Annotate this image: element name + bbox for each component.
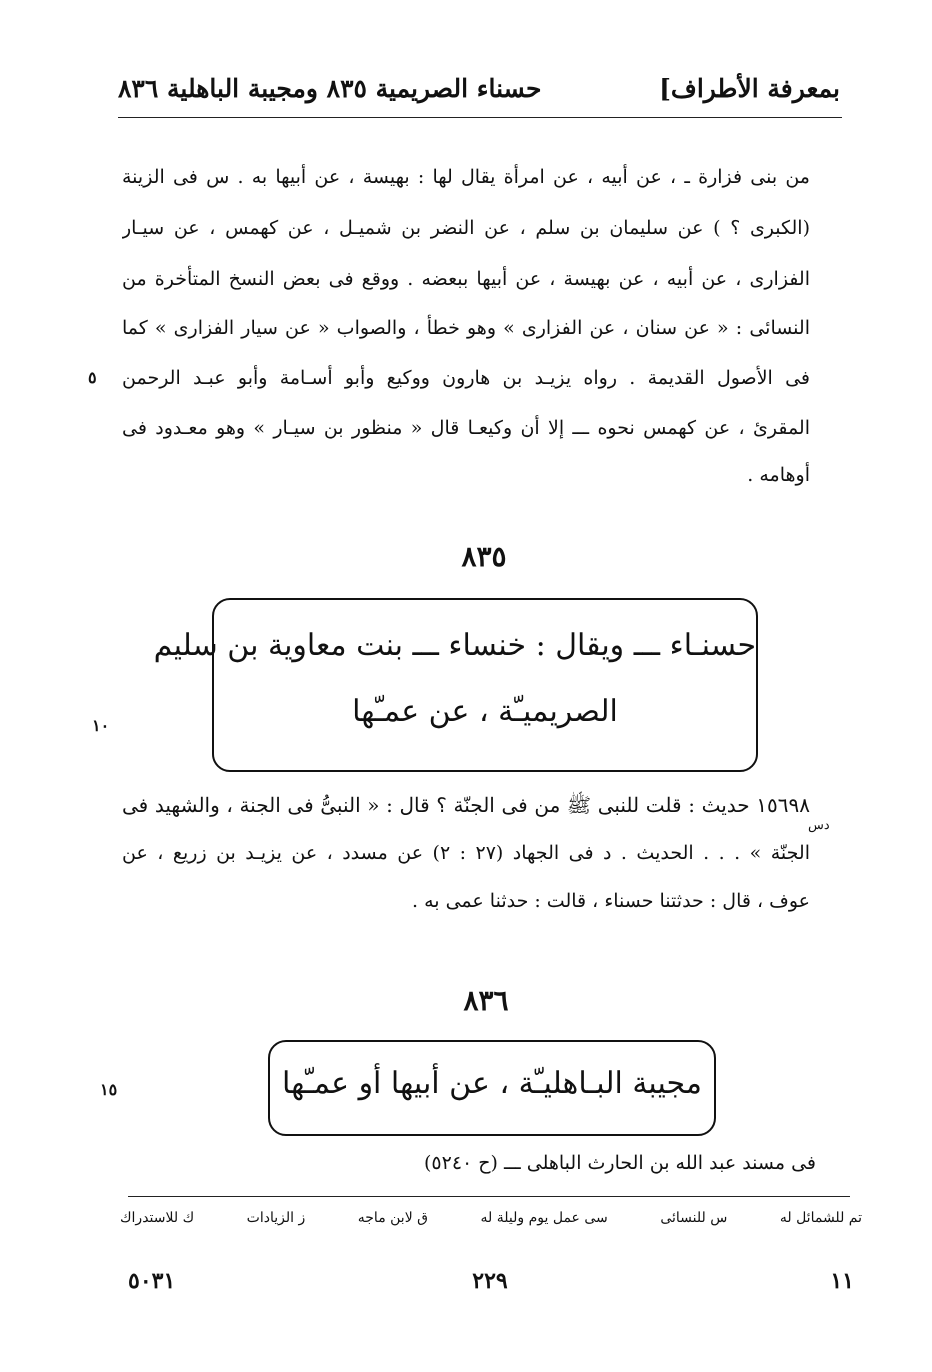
- footer-left-number: ٥٠٣١: [128, 1268, 176, 1294]
- text-line: أوهامه .: [747, 464, 810, 486]
- section-835-title-box: [153, 598, 758, 772]
- text-line: المقرئ ، عن كهمس نحوه ـــ إلا أن وكيعـا قال « منظور بن سيـار » وهو معـدود فى: [122, 417, 810, 439]
- text-line: النسائى : « عن سنان ، عن الفزارى » وهو خطأ ، والصواب « عن سيار الفزارى » كما: [122, 317, 810, 339]
- section-835-title-line1: حسنـاء ـــ ويقال : خنساء ـــ بنت معاوية بن سليم: [153, 628, 756, 663]
- header-rule: [118, 117, 842, 118]
- abbreviations-row: [120, 1210, 862, 1226]
- footer-right-number: ١١: [830, 1268, 854, 1294]
- section-836-margin-number: ١٥: [100, 1080, 118, 1099]
- abbreviation-item: ق لابن ماجه: [357, 1210, 428, 1226]
- line-marker-5: ٥: [88, 368, 97, 387]
- abbreviation-item: تم للشمائل له: [779, 1210, 862, 1226]
- section-836-number: ٨٣٦: [463, 984, 509, 1017]
- section-835-siglum: دس: [808, 818, 830, 833]
- abbreviation-item: ز الزيادات: [246, 1210, 306, 1226]
- section-836-title: مجيبة البـاهليـّة ، عن أبيها أو عمـّها: [282, 1066, 702, 1101]
- text-line: (الكبرى ؟ ) عن سليمان بن سلم ، عن النضر بن شميـل ، عن كهمس ، عن سيـار: [122, 217, 810, 239]
- hadith-line: عوف ، قال : حدثتنا حسناء ، قالت : حدثنا عمى به .: [412, 890, 810, 912]
- section-835-number: ٨٣٥: [461, 540, 507, 573]
- text-line: فى الأصول القديمة . رواه يزيـد بن هارون ووكيع وأبو أسـامة وأبو عبـد الرحمن: [122, 367, 810, 389]
- section-836-title-box: [268, 1040, 716, 1136]
- footnote-rule: [128, 1196, 850, 1197]
- section-836-note: فى مسند عبد الله بن الحارث الباهلى ـــ (ح ٥٢٤٠): [424, 1152, 816, 1174]
- abbreviation-item: سى عمل يوم وليلة له: [480, 1210, 608, 1226]
- header-left-title: حسناء الصريمية ٨٣٥ ومجيبة الباهلية ٨٣٦: [118, 74, 542, 103]
- abbreviation-item: س للنسائى: [660, 1210, 728, 1226]
- text-line: من بنى فزارة ـ ، عن أبيه ، عن امرأة يقال لها : بهيسة ، عن أبيها به . س فى الزينة: [122, 166, 810, 188]
- footer-page-number: ٢٢٩: [472, 1268, 508, 1294]
- hadith-line: ١٥٦٩٨ حديث : قلت للنبى ﷺ من فى الجنّة ؟ قال : « النبىُّ فى الجنة ، والشهيد فى: [122, 793, 810, 817]
- text-line: الفزارى ، عن أبيه ، عن بهيسة ، عن أبيها ببعضه . ووقع فى بعض النسخ المتأخرة من: [122, 268, 810, 290]
- abbreviation-item: ك للاستدراك: [120, 1210, 195, 1226]
- section-835-margin-number: ١٠: [92, 716, 110, 735]
- header-right-title: بمعرفة الأطراف]: [659, 74, 840, 103]
- section-835-title-line2: الصريميـّة ، عن عمـّها: [352, 694, 618, 729]
- hadith-line: الجنّة » . . . الحديث . د فى الجهاد (٢٧ : ٢) عن مسدد ، عن يزيـد بن زريع ، عن: [122, 842, 810, 864]
